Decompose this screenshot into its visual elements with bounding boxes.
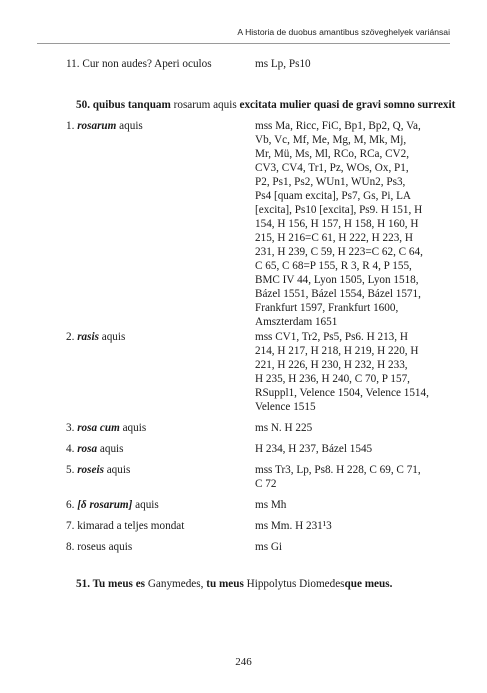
section-51-bold-1: 51. Tu meus es (76, 578, 146, 590)
source-line: 231, H 239, C 59, H 223=C 62, C 64, (255, 246, 423, 258)
source-line: BMC IV 44, Lyon 1505, Lyon 1518, (255, 274, 419, 286)
section-50-plain: rosarum aquis (173, 99, 237, 111)
variant-number: 7. (66, 520, 75, 532)
variant-4-sources (255, 442, 455, 456)
section-50-heading (76, 98, 455, 112)
source-line: mss Ma, Ricc, FiC, Bp1, Bp2, Q, Va, (255, 120, 421, 132)
source-line: H 235, H 236, H 240, C 70, P 157, (255, 373, 410, 385)
source-line: [excita], Ps10 [excita], Ps9. H 151, H (255, 204, 423, 216)
source-line: C 72 (255, 478, 277, 490)
variant-2-sources (255, 330, 455, 414)
section-51-plain-2: Hippolytus Diomedes (246, 578, 345, 590)
variant-word: roseis (77, 464, 104, 476)
variant-word: [δ rosarum] (77, 499, 133, 511)
variant-rest: roseus aquis (77, 541, 133, 553)
variant-number: 6. (66, 499, 75, 511)
variant-rest: aquis (119, 120, 143, 132)
source-line: C 65, C 68=P 155, R 3, R 4, P 155, (255, 260, 412, 272)
variant-word: rosa cum (77, 422, 120, 434)
variant-word: rosarum (77, 120, 117, 132)
variant-rest: kimarad a teljes mondat (77, 520, 185, 532)
variant-2-label (66, 330, 125, 344)
section-51-heading (76, 577, 392, 591)
entry-11-sources: ms Lp, Ps10 (255, 58, 311, 70)
variant-number: 3. (66, 422, 75, 434)
source-line: ms N. H 225 (255, 422, 313, 434)
variant-number: 5. (66, 464, 75, 476)
section-50-bold-1: quibus tanquam (92, 99, 171, 111)
source-line: ms Mm. H 231¹3 (255, 520, 332, 532)
variant-6-label (66, 498, 159, 512)
source-line: RSuppl1, Velence 1504, Velence 1514, (255, 387, 429, 399)
source-line: Ps4 [quam excita], Ps7, Gs, Pi, LA (255, 190, 411, 202)
source-line: P2, Ps1, Ps2, WUn1, WUn2, Ps3, (255, 176, 406, 188)
variant-8-label (66, 540, 132, 554)
source-line: Bázel 1551, Bázel 1554, Bázel 1571, (255, 288, 421, 300)
source-line: H 234, H 237, Bázel 1545 (255, 443, 373, 455)
source-line: 215, H 216=C 61, H 222, H 223, H (255, 232, 413, 244)
section-50-number: 50. (76, 99, 90, 111)
page-number: 246 (235, 656, 252, 668)
source-line: mss Tr3, Lp, Ps8. H 228, C 69, C 71, (255, 464, 421, 476)
variant-rest: aquis (106, 464, 131, 476)
section-51-bold-2: tu meus (206, 578, 244, 590)
source-line: 221, H 226, H 230, H 232, H 233, (255, 359, 408, 371)
variant-7-label (66, 519, 184, 533)
variant-number: 8. (66, 541, 75, 553)
section-50-bold-2: excitata mulier quasi de gravi somno surrexit (239, 99, 456, 111)
header-rule (37, 43, 450, 44)
source-line: Amszterdam 1651 (255, 316, 338, 328)
source-line: 154, H 156, H 157, H 158, H 160, H (255, 218, 419, 230)
variant-1-sources (255, 119, 455, 329)
variant-3-label (66, 421, 146, 435)
variant-word: rosa (77, 443, 98, 455)
variant-8-sources (255, 540, 455, 554)
variant-7-sources (255, 519, 455, 533)
variant-number: 4. (66, 443, 75, 455)
entry-11-label: 11. Cur non audes? Aperi oculos (66, 58, 212, 70)
variant-3-sources (255, 421, 455, 435)
source-line: Frankfurt 1597, Frankfurt 1600, (255, 302, 399, 314)
variant-rest: aquis (122, 422, 147, 434)
variant-rest: aquis (101, 331, 126, 343)
section-51-bold-3: que meus. (344, 578, 393, 590)
source-line: ms Mh (255, 499, 287, 511)
variant-rest: aquis (99, 443, 124, 455)
variant-number: 1. (66, 120, 75, 132)
source-line: Velence 1515 (255, 401, 316, 413)
source-line: Vb, Vc, Mf, Me, Mg, M, Mk, Mj, (255, 134, 407, 146)
source-line: Mr, Mü, Ms, Ml, RCo, RCa, CV2, (255, 148, 410, 160)
variant-1-label (66, 119, 143, 133)
variant-5-sources (255, 463, 455, 491)
running-header: A Historia de duobus amantibus szöveghelyek variánsai (237, 27, 450, 37)
source-line: 214, H 217, H 218, H 219, H 220, H (255, 345, 419, 357)
variant-number: 2. (66, 331, 75, 343)
variant-6-sources (255, 498, 455, 512)
source-line: mss CV1, Tr2, Ps5, Ps6. H 213, H (255, 331, 408, 343)
variant-4-label (66, 442, 124, 456)
source-line: CV3, CV4, Tr1, Pz, WOs, Ox, P1, (255, 162, 409, 174)
variant-rest: aquis (135, 499, 159, 511)
source-line: ms Gi (255, 541, 283, 553)
variant-word: rasis (77, 331, 99, 343)
variant-5-label (66, 463, 130, 477)
section-51-plain-1: Ganymedes, (147, 578, 204, 590)
